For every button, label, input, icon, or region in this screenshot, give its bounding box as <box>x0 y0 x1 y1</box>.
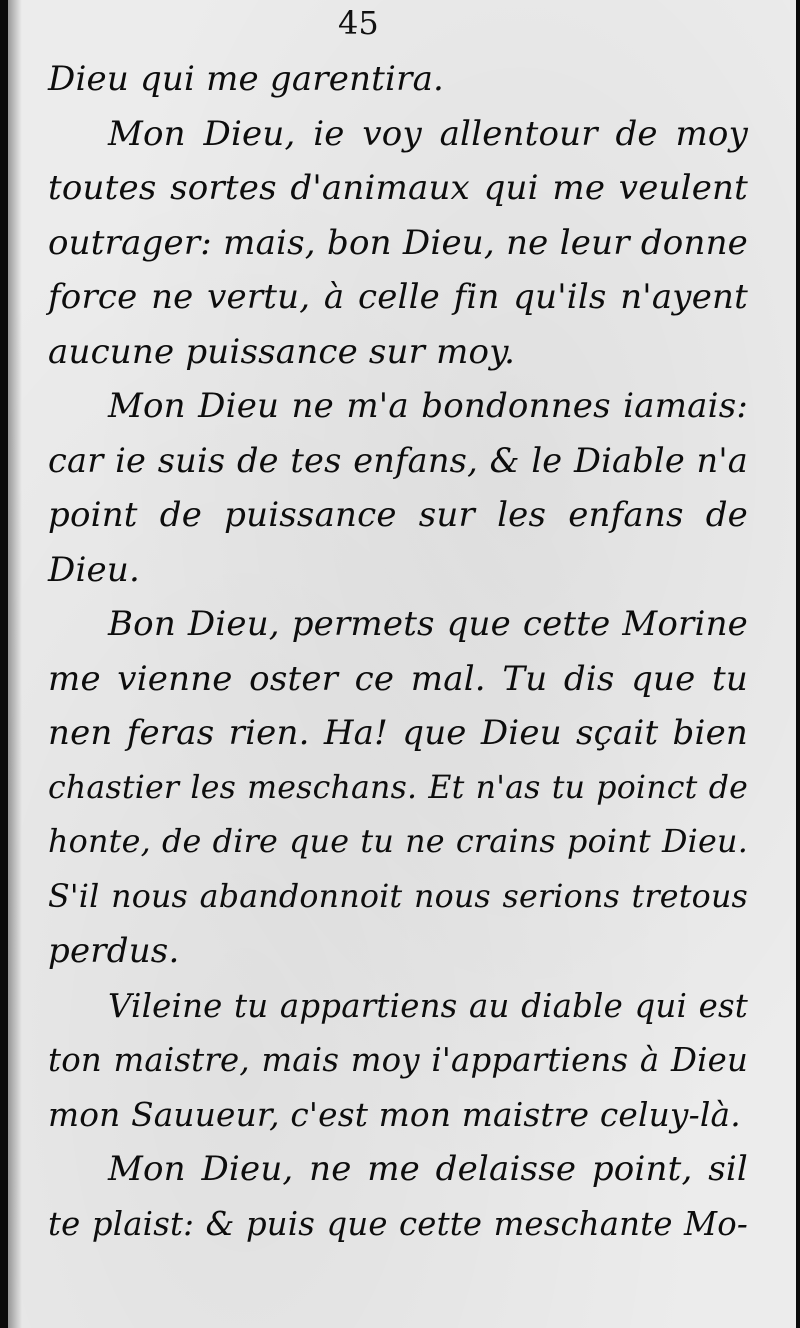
text-line: force ne vertu, à celle fin qu'ils n'ayent <box>48 277 748 317</box>
text-line: Bon Dieu, permets que cette Morine <box>108 604 748 644</box>
text-line: Mon Dieu, ie voy allentour de moy <box>108 113 748 154</box>
text-line: honte, de dire que tu ne crains point Dieu. <box>48 824 748 860</box>
text-line: Dieu qui me garentira. <box>48 59 445 99</box>
text-line: point de puissance sur les enfans de <box>48 495 748 535</box>
text-line: car ie suis de tes enfans, & le Diable n'a <box>48 440 748 480</box>
text-line: te plaist: & puis que cette meschante Mo- <box>48 1204 748 1243</box>
text-line: perdus. <box>48 931 180 971</box>
text-line: chastier les meschans. Et n'as tu poinct de <box>48 769 748 806</box>
book-page <box>8 0 796 1328</box>
text-line: Mon Dieu ne m'a bondonnes iamais: <box>108 386 748 426</box>
text-line: mon Sauueur, c'est mon maistre celuy-là. <box>48 1095 741 1134</box>
binding-shadow <box>8 0 22 1328</box>
text-line: S'il nous abandonnoit nous serions tretous <box>48 878 748 915</box>
text-line: Vileine tu appartiens au diable qui est <box>108 986 748 1025</box>
text-line: Mon Dieu, ne me delaisse point, sil <box>108 1149 748 1189</box>
page-number: 45 <box>338 4 379 42</box>
text-line: outrager: mais, bon Dieu, ne leur donne <box>48 222 748 263</box>
text-line: ton maistre, mais moy i'appartiens à Dieu <box>48 1041 748 1079</box>
text-line: toutes sortes d'animaux qui me veulent <box>48 168 748 208</box>
text-line: Dieu. <box>48 549 140 590</box>
page-text <box>48 52 748 1251</box>
text-line: nen feras rien. Ha! que Dieu sçait bien <box>48 713 748 753</box>
text-line: aucune puissance sur moy. <box>48 331 516 372</box>
text-line: me vienne oster ce mal. Tu dis que tu <box>48 658 748 699</box>
